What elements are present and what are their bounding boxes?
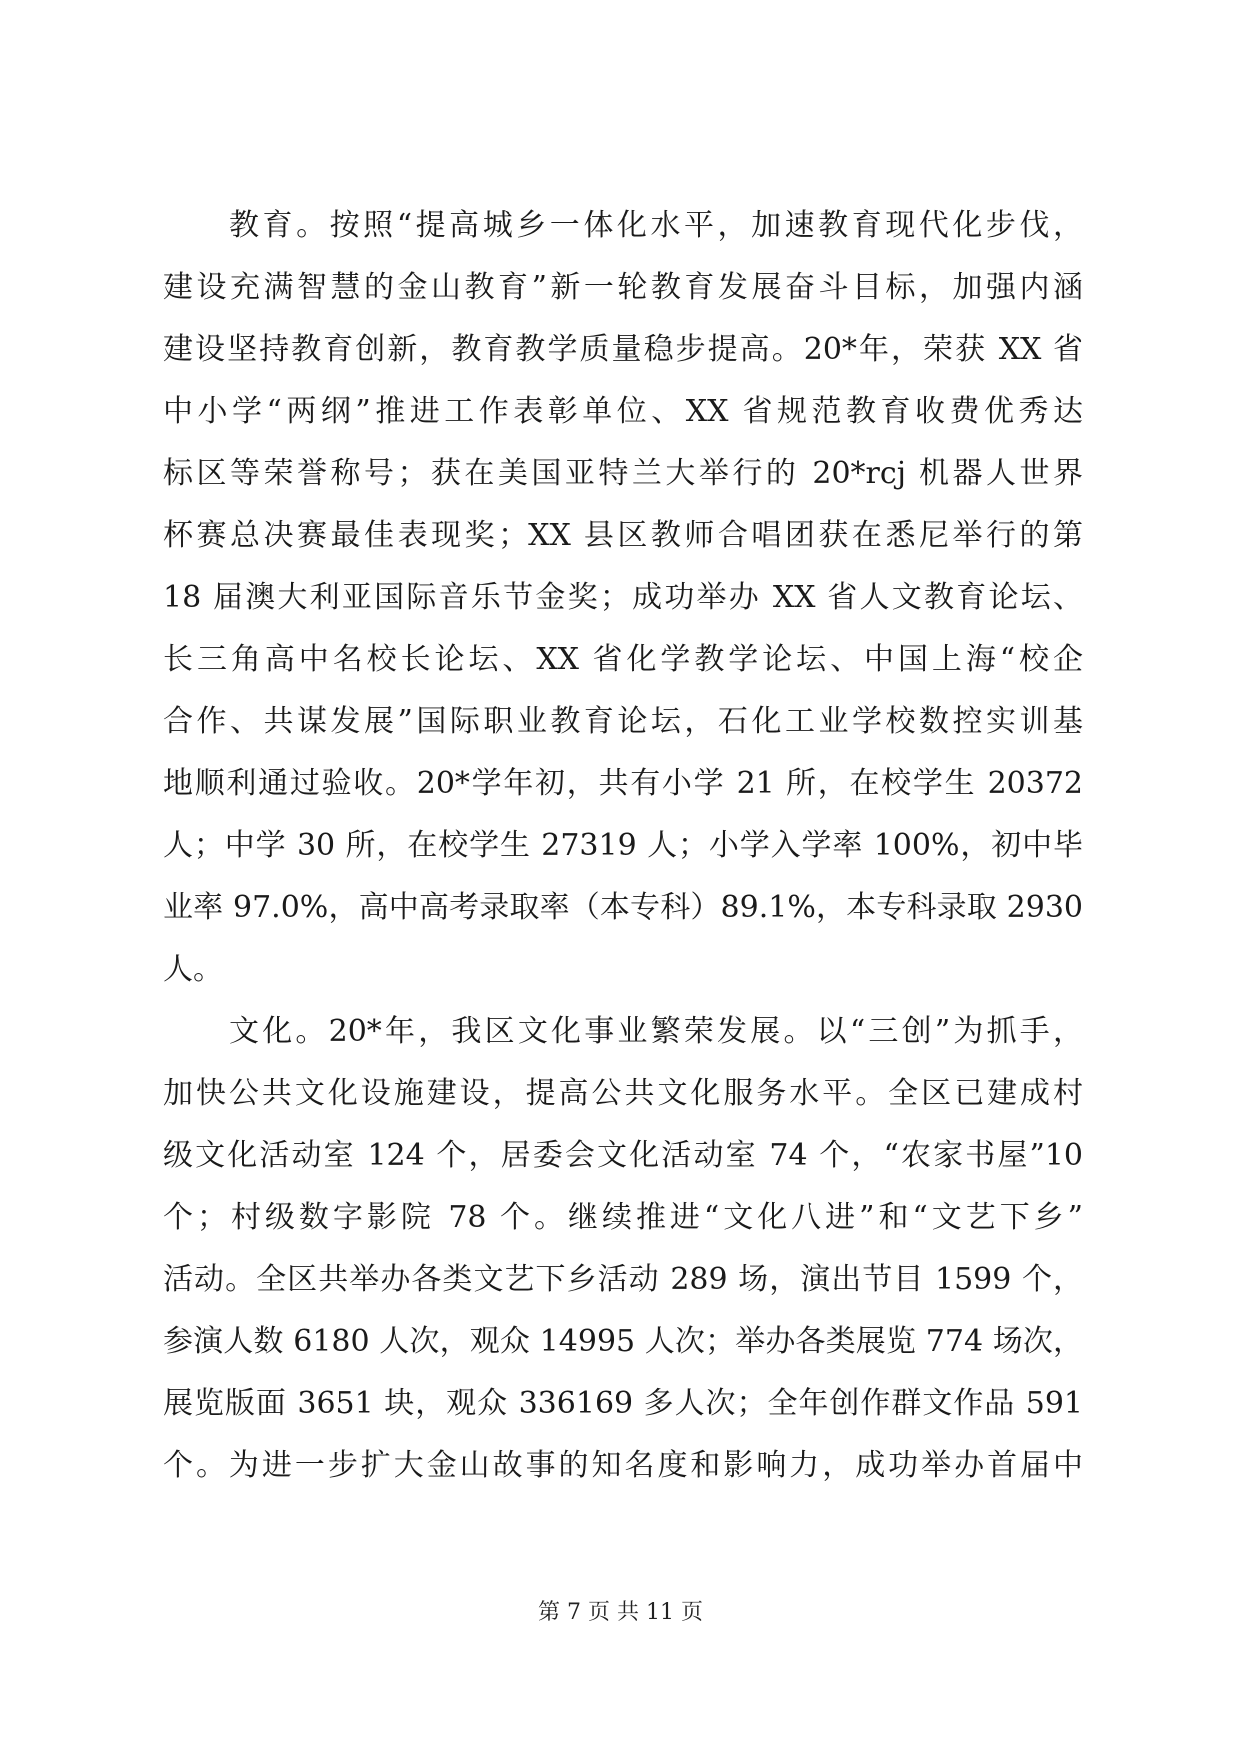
- page-number-label: 第 7 页 共 11 页: [538, 1600, 703, 1625]
- paragraph-line: 教育。按照“提高城乡一体化水平，加速教育现代化步伐，: [229, 208, 1083, 243]
- paragraph-line: 地顺利通过验收。20*学年初，共有小学 21 所，在校学生 20372: [163, 766, 1083, 801]
- paragraph-line: 人；中学 30 所，在校学生 27319 人；小学入学率 100%，初中毕: [163, 828, 1083, 863]
- page-footer: [0, 1595, 1241, 1626]
- paragraph-line: 长三角高中名校长论坛、XX 省化学教学论坛、中国上海“校企: [163, 642, 1083, 677]
- paragraph-line: 建设充满智慧的金山教育”新一轮教育发展奋斗目标，加强内涵: [163, 270, 1083, 305]
- paragraph-line: 合作、共谋发展”国际职业教育论坛，石化工业学校数控实训基: [163, 704, 1083, 739]
- document-body: [163, 195, 1083, 1497]
- paragraph-line: 建设坚持教育创新，教育教学质量稳步提高。20*年，荣获 XX 省: [163, 332, 1083, 367]
- paragraph-line: 标区等荣誉称号；获在美国亚特兰大举行的 20*rcj 机器人世界: [163, 456, 1083, 491]
- paragraph-line: 加快公共文化设施建设，提高公共文化服务水平。全区已建成村: [163, 1076, 1083, 1111]
- paragraph-line: 文化。20*年，我区文化事业繁荣发展。以“三创”为抓手，: [229, 1014, 1083, 1049]
- paragraph-line: 级文化活动室 124 个，居委会文化活动室 74 个，“农家书屋”10: [163, 1138, 1083, 1173]
- paragraph-line: 杯赛总决赛最佳表现奖；XX 县区教师合唱团获在悉尼举行的第: [163, 518, 1083, 553]
- paragraph-line: 活动。全区共举办各类文艺下乡活动 289 场，演出节目 1599 个，: [163, 1262, 1083, 1297]
- paragraph-line: 参演人数 6180 人次，观众 14995 人次；举办各类展览 774 场次，: [163, 1324, 1083, 1359]
- paragraph-line: 个。为进一步扩大金山故事的知名度和影响力，成功举办首届中: [163, 1448, 1083, 1483]
- paragraph-line: 个；村级数字影院 78 个。继续推进“文化八进”和“文艺下乡”: [163, 1200, 1083, 1235]
- paragraph-line: 展览版面 3651 块，观众 336169 多人次；全年创作群文作品 591: [163, 1386, 1083, 1421]
- paragraph-line: 18 届澳大利亚国际音乐节金奖；成功举办 XX 省人文教育论坛、: [163, 580, 1083, 615]
- paragraph-culture: [163, 1001, 1083, 1497]
- paragraph-line: 人。: [163, 952, 223, 987]
- paragraph-line: 业率 97.0%，高中高考录取率（本专科）89.1%，本专科录取 2930: [163, 890, 1083, 925]
- paragraph-line: 中小学“两纲”推进工作表彰单位、XX 省规范教育收费优秀达: [163, 394, 1083, 429]
- paragraph-education: [163, 195, 1083, 1001]
